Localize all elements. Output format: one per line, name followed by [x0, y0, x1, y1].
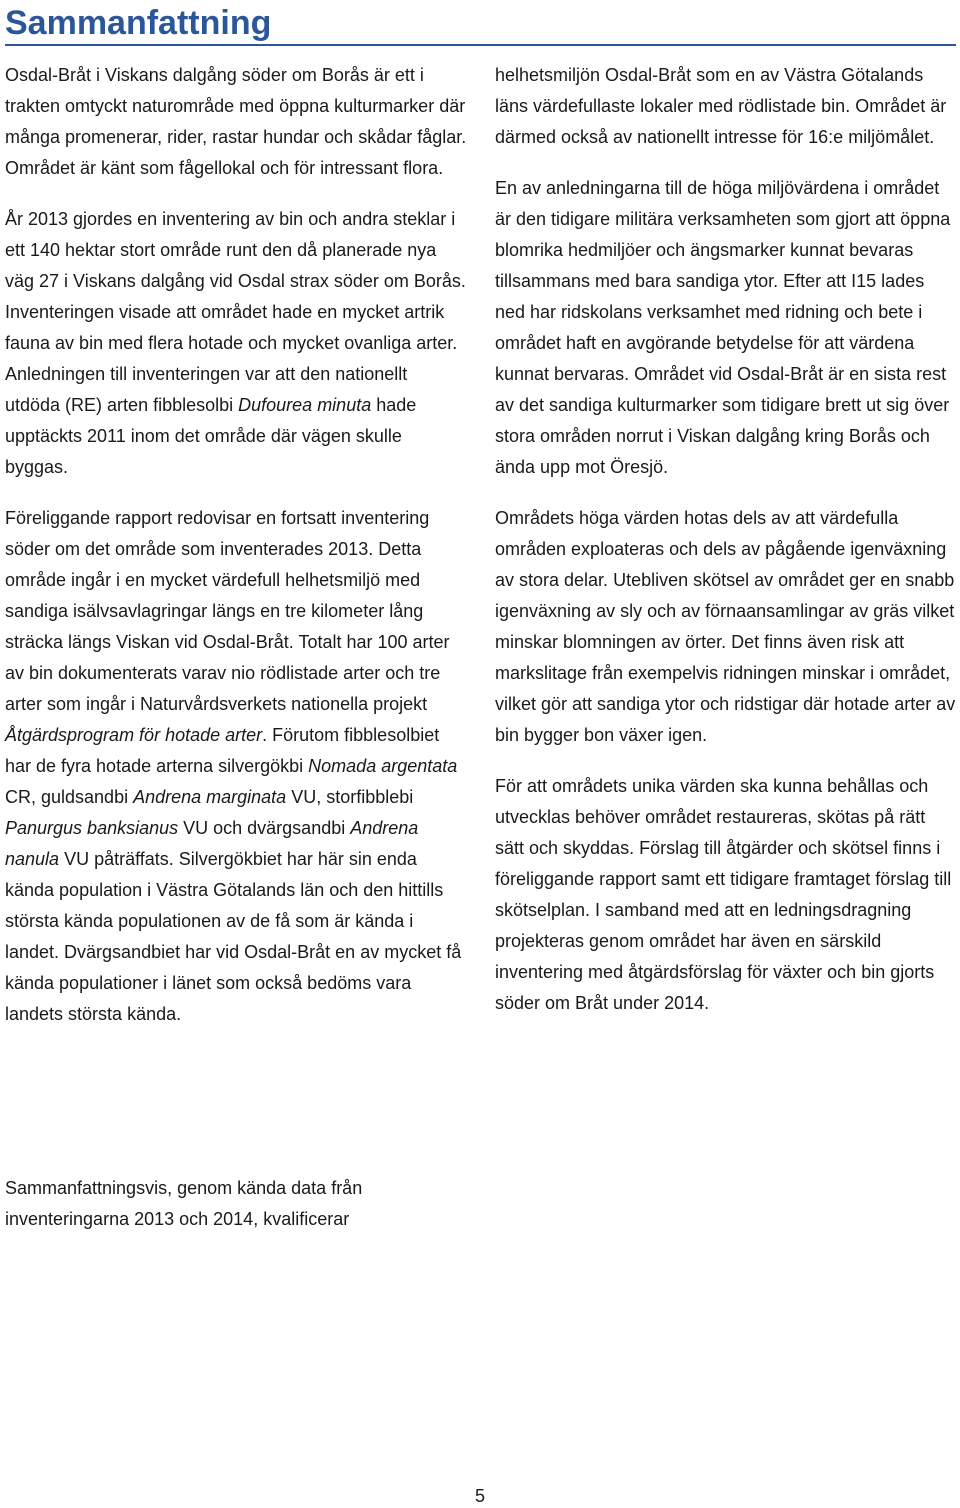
species-name: Nomada argentata	[308, 756, 458, 776]
right-column	[495, 60, 957, 1039]
text-run: . Förutom fibblesolbiet har de fyra hotade arterna silvergökbi	[5, 725, 440, 776]
text-run: VU påträffats. Silvergökbiet har här sin enda kända population i Västra Götalands län och den hittills största kända populationen av de få som är kända i landet. Dvärgsandbiet har vid Osdal-Bråt en av mycket få kända populationer i länet som också bedöms vara landets största kända.	[5, 849, 462, 1024]
paragraph-military-history: En av anledningarna till de höga miljövärdena i området är den tidigare militära verksamheten som gjort att öppna blomrika hedmiljöer och ängsmarker kunnat bevaras tillsammans med bara sandiga ytor. Efter att I15 lades ned har ridskolans verksamhet med ridning och bete i området haft en avgörande betydelse för att värdena kunnat bervaras. Området vid Osdal-Bråt är en sista rest av det sandiga kulturmarker som tidigare brett ut sig över stora områden norrut i Viskan dalgång kring Borås och ända upp mot Öresjö.	[495, 178, 951, 477]
title-underline	[5, 44, 956, 46]
paragraph-threats: Områdets höga värden hotas dels av att värdefulla områden exploateras och dels av pågående igenväxning av stora delar. Utebliven skötsel av området ger en snabb igenväxning av sly och av förnaansamlingar av gräs vilket minskar blomningen av örter. Det finns även risk att markslitage från exempelvis ridningen minskar i området, vilket gör att sandiga ytor och ridstigar där hotade arter av bin bygger bon växer igen.	[495, 508, 956, 745]
paragraph-inventory-2013	[5, 204, 467, 483]
species-name: Dufourea minuta	[238, 395, 372, 415]
paragraph-measures: För att områdets unika värden ska kunna behållas och utvecklas behöver området restaureras, skötas på rätt sätt och skyddas. Förslag till åtgärder och skötsel finns i föreliggande rapport samt ett tidigare framtaget förslag till skötselplan. I samband med att en ledningsdragning projekteras genom området har även en särskild inventering med åtgärdsförslag för växter och bin gjorts söder om Bråt under 2014.	[495, 776, 952, 1013]
text-run: VU, storfibblebi	[286, 787, 414, 807]
paragraph-conclusion-cont: helhetsmiljön Osdal-Bråt som en av Västra Götalands läns värdefullaste lokaler med rödlistade bin. Området är därmed också av nationellt intresse för 16:e miljömålet.	[495, 65, 947, 147]
species-name: Panurgus banksianus	[5, 818, 179, 838]
paragraph-current-report	[5, 503, 467, 1030]
text-run: VU och dvärgsandbi	[178, 818, 351, 838]
text-run: hade upptäckts 2011 inom det område där vägen skulle byggas.	[5, 395, 417, 477]
text-run: Föreliggande rapport redovisar en fortsatt inventering söder om det område som inventerades 2013. Detta område ingår i en mycket värdefull helhetsmiljö med sandiga isälvsavlagringar längs en tre kilometer lång sträcka längs Viskan vid Osdal-Bråt. Totalt har 100 arter av bin dokumenterats varav nio rödlistade arter och tre arter som ingår i Naturvårdsverkets nationella projekt	[5, 508, 450, 714]
species-name: Andrena marginata	[133, 787, 287, 807]
paragraph-intro: Osdal-Bråt i Viskans dalgång söder om Borås är ett i trakten omtyckt naturområde med öppna kulturmarker där många promenerar, rider, rastar hundar och skådar fåglar. Området är känt som fågellokal och för intressant flora.	[5, 65, 467, 178]
species-name: Andrena nanula	[5, 818, 419, 869]
left-column	[5, 60, 467, 1050]
text-run: CR, guldsandbi	[5, 787, 134, 807]
page-title: Sammanfattning	[5, 4, 272, 42]
program-name: Åtgärdsprogram för hotade arter	[5, 725, 263, 745]
text-run: År 2013 gjordes en inventering av bin och andra steklar i ett 140 hektar stort område runt den då planerade nya väg 27 i Viskans dalgång vid Osdal strax söder om Borås. Inventeringen visade att området hade en mycket artrik fauna av bin med flera hotade och mycket ovanliga arter. Anledningen till inventeringen var att den nationellt utdöda (RE) arten fibblesolbi	[5, 209, 466, 415]
paragraph-conclusion-start: Sammanfattningsvis, genom kända data från inventeringarna 2013 och 2014, kvalificerar	[5, 1178, 363, 1229]
page-number: 5	[474, 1486, 485, 1506]
